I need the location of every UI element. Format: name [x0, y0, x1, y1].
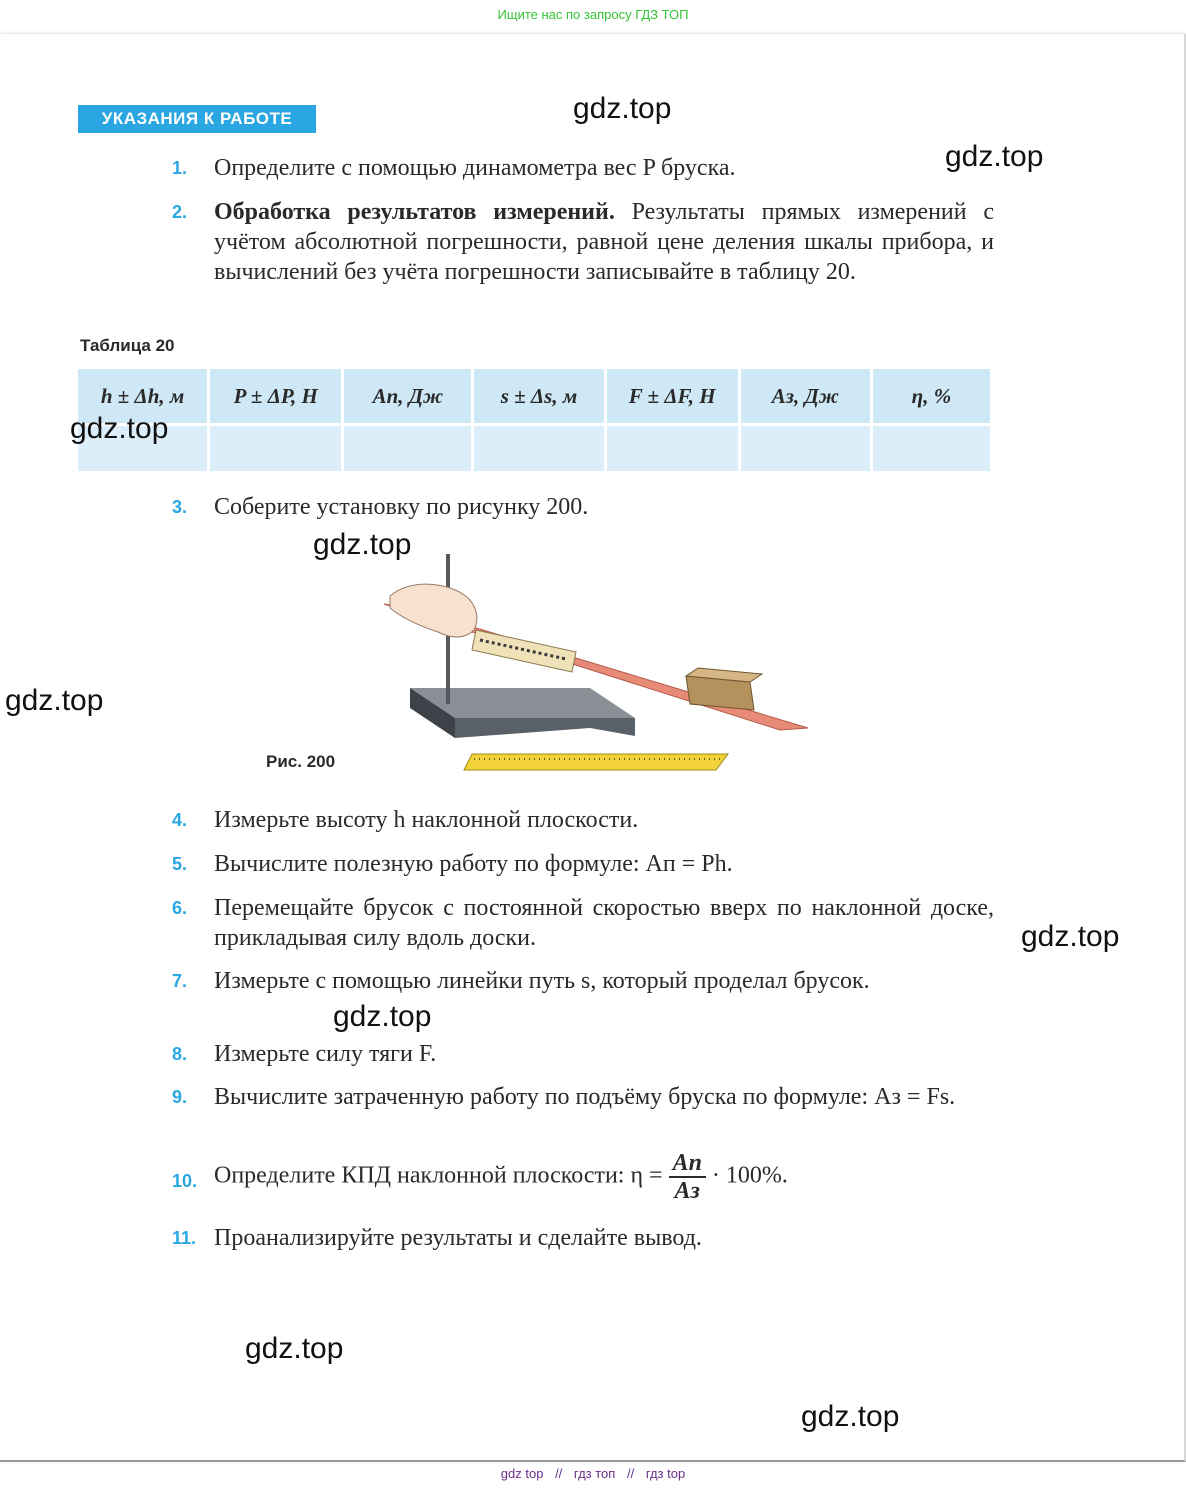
- table-header-cell: h ± Δh, м: [78, 369, 207, 426]
- table-row: [78, 426, 990, 471]
- step-body: Результаты прямых измерений с учётом абсолютной погрешности, равной цене деления шкалы прибора, и вычислений без учёта погрешности записывайте в таблицу 20.: [214, 199, 994, 285]
- step-4: [172, 805, 994, 835]
- table-caption: Таблица 20: [80, 336, 175, 355]
- step-6: [172, 893, 994, 953]
- step-number: 6.: [172, 898, 188, 918]
- table-cell[interactable]: [741, 426, 870, 471]
- hand: [390, 584, 477, 637]
- step-1: [172, 153, 994, 183]
- footer-separator: //: [626, 1466, 635, 1481]
- step-text: Перемещайте брусок с постоянной скоростью вверх по наклонной доске, прикладывая силу вдоль доски.: [214, 895, 994, 951]
- watermark: gdz.top: [801, 1400, 900, 1433]
- watermark: gdz.top: [70, 412, 169, 445]
- footer-links: [0, 1466, 1186, 1481]
- step-text: Измерьте высоту h наклонной плоскости.: [214, 807, 639, 833]
- step-number: 9.: [172, 1087, 188, 1107]
- watermark: gdz.top: [245, 1332, 344, 1365]
- table-header-cell: η, %: [873, 369, 990, 426]
- table-header-cell: Aп, Дж: [344, 369, 471, 426]
- table-header-cell: s ± Δs, м: [474, 369, 603, 426]
- figure-caption: Рис. 200: [266, 752, 336, 771]
- step-text: Измерьте силу тяги F.: [214, 1041, 437, 1067]
- table-cell[interactable]: [210, 426, 341, 471]
- ruler: [464, 754, 728, 770]
- step-number: 3.: [172, 497, 188, 517]
- table-header-cell: F ± ΔF, Н: [607, 369, 738, 426]
- section-heading: УКАЗАНИЯ К РАБОТЕ: [78, 105, 316, 133]
- efficiency-fraction: [669, 1150, 706, 1204]
- step-text-tail: · 100%.: [711, 1162, 788, 1189]
- watermark: gdz.top: [573, 92, 672, 125]
- watermark: gdz.top: [945, 140, 1044, 173]
- step-11: [172, 1223, 994, 1253]
- step-number: 5.: [172, 854, 188, 874]
- table-cell[interactable]: [873, 426, 990, 471]
- step-2: [172, 197, 994, 287]
- step-3: [172, 492, 994, 522]
- step-10: [172, 1150, 994, 1204]
- step-9: [172, 1082, 994, 1112]
- stand-base-front: [455, 718, 635, 738]
- step-number: 7.: [172, 971, 188, 991]
- step-text-lead: Определите КПД наклонной плоскости: η =: [214, 1162, 663, 1189]
- step-number: 1.: [172, 158, 188, 178]
- step-text: Определите с помощью динамометра вес P бруска.: [214, 155, 736, 181]
- watermark: gdz.top: [5, 684, 104, 717]
- dynamometer: [472, 630, 576, 672]
- table-cell[interactable]: [474, 426, 603, 471]
- watermark: gdz.top: [313, 528, 412, 561]
- footer-link[interactable]: гдз top: [645, 1466, 686, 1481]
- data-table: [75, 369, 993, 471]
- table-header-row: [78, 369, 990, 426]
- step-number: 10.: [172, 1171, 198, 1191]
- top-banner[interactable]: Ищите нас по запросу ГДЗ ТОП: [497, 7, 689, 22]
- table-header-cell: Aз, Дж: [741, 369, 870, 426]
- table-cell[interactable]: [344, 426, 471, 471]
- step-text: Соберите установку по рисунку 200.: [214, 494, 589, 520]
- step-text: [214, 197, 994, 287]
- step-number: 4.: [172, 810, 188, 830]
- step-number: 8.: [172, 1044, 188, 1064]
- step-bold-lead: Обработка результатов измерений.: [214, 199, 615, 225]
- step-number: 2.: [172, 202, 188, 222]
- watermark: gdz.top: [1021, 920, 1120, 953]
- step-text: Вычислите затраченную работу по подъёму бруска по формуле: Aз = Fs.: [214, 1084, 956, 1110]
- fraction-numerator: Aп: [669, 1150, 706, 1178]
- step-8: [172, 1039, 994, 1069]
- step-text: Вычислите полезную работу по формуле: Aп = Ph.: [214, 851, 733, 877]
- fraction-denominator: Aз: [674, 1178, 700, 1204]
- watermark: gdz.top: [333, 1000, 432, 1033]
- footer-link[interactable]: гдз топ: [573, 1466, 616, 1481]
- footer-separator: //: [555, 1466, 563, 1481]
- step-text: Проанализируйте результаты и сделайте вывод.: [214, 1225, 702, 1251]
- step-text: Измерьте с помощью линейки путь s, который проделал брусок.: [214, 968, 870, 994]
- step-number: 11.: [172, 1228, 197, 1248]
- table-header-cell: P ± ΔP, Н: [210, 369, 341, 426]
- table-cell[interactable]: [607, 426, 738, 471]
- inclined-plane-figure: [380, 548, 820, 778]
- footer-link[interactable]: gdz top: [500, 1466, 544, 1481]
- step-7: [172, 966, 994, 996]
- step-text: [214, 1150, 994, 1204]
- step-5: [172, 849, 994, 879]
